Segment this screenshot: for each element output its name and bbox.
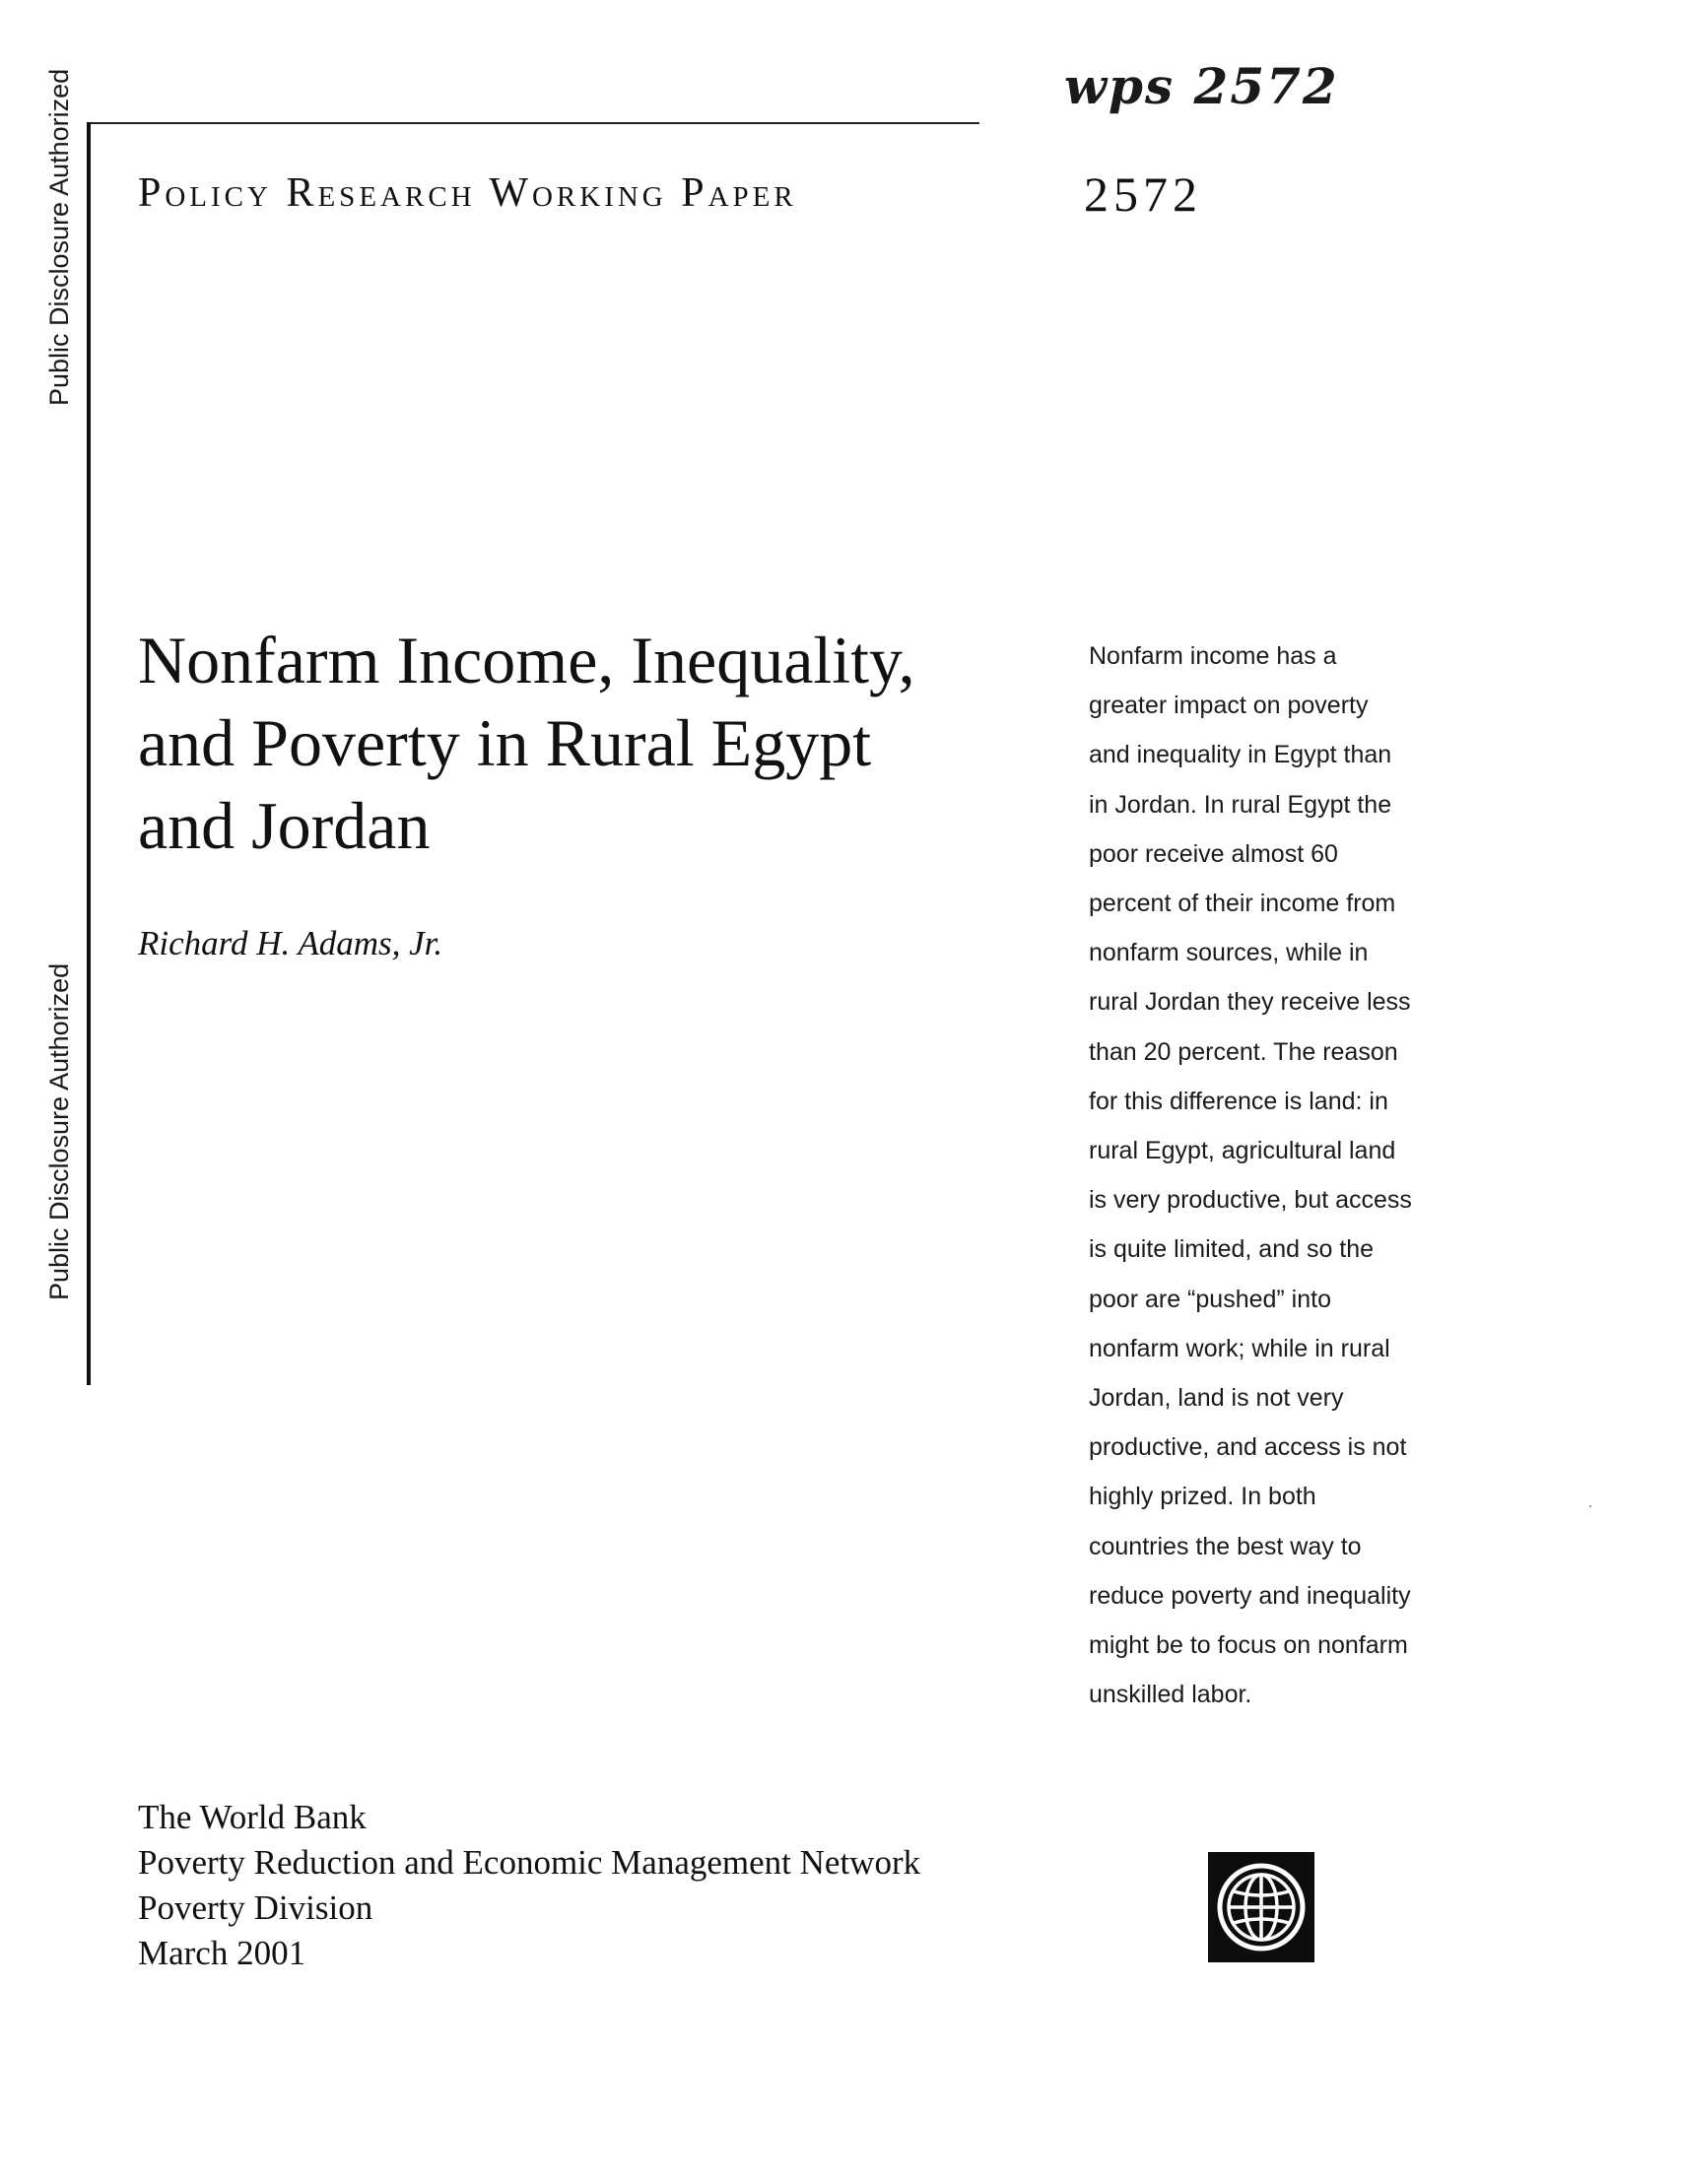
division-name: Poverty Division xyxy=(138,1888,373,1927)
abstract-line: countries the best way to xyxy=(1089,1532,1362,1560)
paper-title xyxy=(138,619,1025,867)
abstract-line: poor receive almost 60 xyxy=(1089,839,1338,868)
abstract-line: unskilled labor. xyxy=(1089,1681,1252,1709)
series-title: Policy Research Working Paper xyxy=(138,170,797,216)
scan-speck xyxy=(1589,1505,1591,1507)
title-line: and Jordan xyxy=(138,788,431,863)
publication-date: March 2001 xyxy=(138,1934,306,1972)
abstract-line: rural Egypt, agricultural land xyxy=(1089,1137,1396,1165)
frame-left-rule xyxy=(87,122,91,1385)
title-line: and Poverty in Rural Egypt xyxy=(138,705,872,780)
author-name: Richard H. Adams, Jr. xyxy=(138,924,443,962)
disclosure-stamp-top: Public Disclosure Authorized xyxy=(44,68,74,406)
paper-number: 2572 xyxy=(1084,166,1202,222)
abstract xyxy=(1089,631,1513,1719)
abstract-line: and inequality in Egypt than xyxy=(1089,741,1392,769)
abstract-line: productive, and access is not xyxy=(1089,1433,1407,1462)
abstract-line: is quite limited, and so the xyxy=(1089,1235,1375,1264)
abstract-line: percent of their income from xyxy=(1089,890,1396,918)
abstract-line: than 20 percent. The reason xyxy=(1089,1037,1398,1066)
abstract-line: reduce poverty and inequality xyxy=(1089,1581,1411,1610)
abstract-line: Jordan, land is not very xyxy=(1089,1384,1344,1413)
title-line: Nonfarm Income, Inequality, xyxy=(138,623,915,697)
abstract-line: nonfarm sources, while in xyxy=(1089,939,1369,967)
abstract-line: greater impact on poverty xyxy=(1089,692,1369,720)
world-bank-globe-logo-icon xyxy=(1208,1852,1314,1962)
abstract-line: is very productive, but access xyxy=(1089,1186,1412,1215)
publisher-block xyxy=(138,1795,920,1976)
abstract-line: rural Jordan they receive less xyxy=(1089,988,1411,1017)
abstract-line: Nonfarm income has a xyxy=(1089,642,1337,670)
abstract-line: in Jordan. In rural Egypt the xyxy=(1089,790,1392,819)
abstract-line: might be to focus on nonfarm xyxy=(1089,1631,1408,1660)
handwritten-annotation: wps 2572 xyxy=(1064,57,1339,115)
network-name: Poverty Reduction and Economic Management Network xyxy=(138,1843,921,1882)
abstract-line: poor are “pushed” into xyxy=(1089,1285,1331,1313)
abstract-line: for this difference is land: in xyxy=(1089,1087,1388,1115)
abstract-line: highly prized. In both xyxy=(1089,1483,1316,1511)
disclosure-stamp-bottom: Public Disclosure Authorized xyxy=(44,962,74,1300)
organization-name: The World Bank xyxy=(138,1798,367,1836)
frame-top-rule xyxy=(87,122,979,124)
abstract-line: nonfarm work; while in rural xyxy=(1089,1334,1390,1362)
